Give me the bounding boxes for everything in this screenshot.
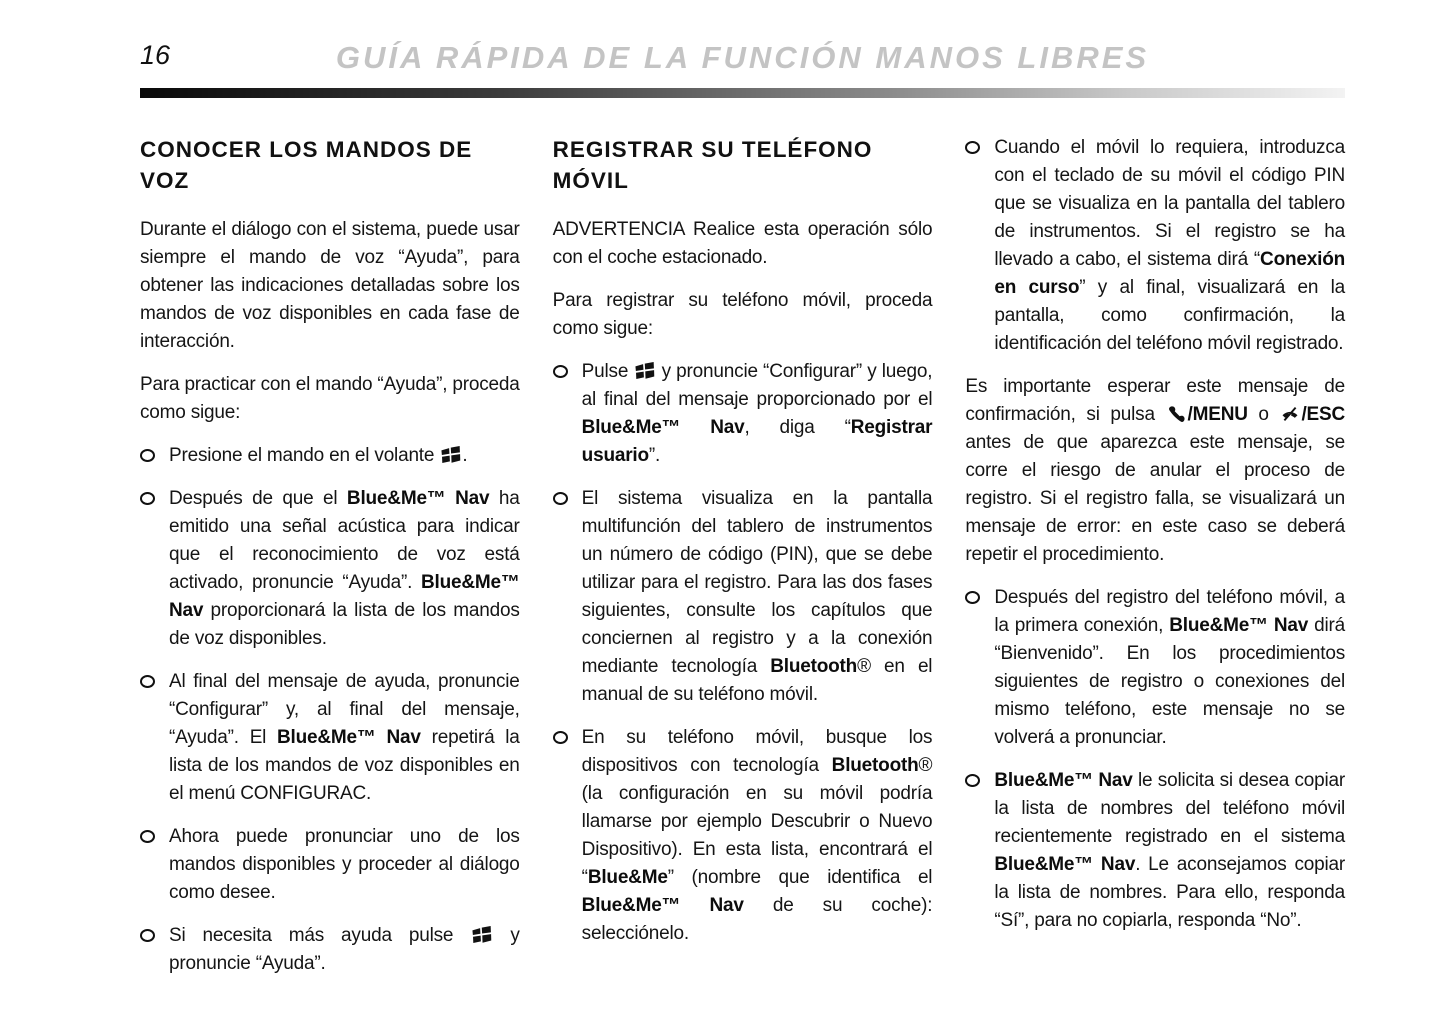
bold-text: /ESC [1301, 404, 1346, 425]
bold-text: Conexión en curso [994, 249, 1346, 298]
bullet-text: Ahora puede pronunciar uno de los mandos disponibles y proceder al diálogo como desee. [169, 826, 520, 903]
circle-bullet-icon [965, 591, 980, 604]
paragraph: Es importante esperar este mensaje de confirmación, si pulsa /MENU o /ESC antes de que aparezca este mensaje, se corre el riesgo de anular el proceso de registro. Si el registro falla, se visualizará un mensaje de error: en este caso se deberá repetir el procedimiento. [965, 376, 1346, 565]
bullet-text: Pulse y pronuncie “Configurar” y luego, al final del mensaje proporcionado por el Blue&Me™ Nav, diga “Registrar usuario”. [581, 361, 933, 466]
page-header [0, 0, 1445, 76]
bold-text: Blue&Me™ Nav [169, 572, 520, 621]
windows-flag-icon [634, 361, 655, 380]
bullet-text: Después del registro del teléfono móvil, a la primera conexión, Blue&Me™ Nav dirá “Bienvenido”. En los procedimientos siguientes de registro o conexiones del mismo teléfono, este mensaje no se volverá a pronunciar. [994, 587, 1346, 748]
bullet-item [553, 724, 933, 948]
bold-text: /MENU [1187, 404, 1248, 425]
paragraph: Para registrar su teléfono móvil, proceda como sigue: [552, 290, 933, 339]
gradient-divider [140, 88, 1345, 98]
circle-bullet-icon [965, 141, 980, 154]
bold-text: Bluetooth [770, 656, 858, 677]
bold-text: Blue&Me™ Nav [346, 488, 490, 509]
circle-bullet-icon [140, 830, 155, 843]
text-column [140, 134, 520, 993]
bold-text: Registrar usuario [581, 417, 933, 466]
content-columns [0, 98, 1445, 993]
text-column [965, 134, 1345, 993]
bullet-item [965, 584, 1345, 752]
text-column [553, 134, 933, 993]
bold-text: Blue&Me™ Nav [994, 770, 1133, 791]
bullet-item [965, 767, 1345, 935]
circle-bullet-icon [553, 492, 568, 505]
bullet-item [965, 134, 1345, 358]
windows-flag-icon [440, 445, 461, 464]
windows-flag-icon [471, 925, 492, 944]
bullet-item [140, 485, 520, 653]
bullet-text: En su teléfono móvil, busque los dispositivos con tecnología Bluetooth® (la configuración en su móvil podría llamarse por ejemplo Descubrir o Nuevo Dispositivo). En esta lista, encontrará el “Blue&Me” (nombre que identifica el Blue&Me™ Nav de su coche): selecciónelo. [581, 727, 933, 944]
bullet-item [553, 485, 933, 709]
page-number: 16 [140, 40, 171, 70]
paragraph: Durante el diálogo con el sistema, puede usar siempre el mando de voz “Ayuda”, para obtener las indicaciones detalladas sobre los mandos de voz disponibles en cada fase de interacción. [140, 219, 520, 352]
bold-text: Blue&Me™ Nav [581, 417, 745, 438]
bold-text: Blue&Me™ Nav [277, 727, 421, 748]
phone-call-icon [1167, 405, 1187, 423]
bullet-text: El sistema visualiza en la pantalla multifunción del tablero de instrumentos un número de código (PIN), que se debe utilizar para el registro. Para las dos fases siguientes, consulte los capítulos que conciernen al registro y a la conexión mediante tecnología Bluetooth® en el manual de su teléfono móvil. [581, 488, 933, 705]
bold-text: Bluetooth [831, 755, 919, 776]
circle-bullet-icon [965, 774, 980, 787]
paragraph: ADVERTENCIA Realice esta operación sólo con el coche estacionado. [552, 219, 933, 268]
circle-bullet-icon [140, 675, 155, 688]
bullet-item [140, 442, 520, 470]
bullet-text: Cuando el móvil lo requiera, introduzca con el teclado de su móvil el código PIN que se visualiza en la pantalla del tablero de instrumentos. Si el registro se ha llevado a cabo, el sistema dirá “Conexión en curso” y al final, visualizará en la pantalla, como confirmación, la identificación del teléfono móvil registrado. [994, 137, 1346, 354]
bullet-text: Después de que el Blue&Me™ Nav ha emitido una señal acústica para indicar que el reconocimiento de voz está activado, pronuncie “Ayuda”. Blue&Me™ Nav proporcionará la lista de los mandos de voz disponibles. [169, 488, 520, 649]
circle-bullet-icon [553, 731, 568, 744]
circle-bullet-icon [140, 492, 155, 505]
bullet-item [553, 358, 933, 470]
page-title: GUÍA RÁPIDA DE LA FUNCIÓN MANOS LIBRES [335, 40, 1150, 75]
bullet-item [140, 922, 520, 978]
bold-text: Blue&Me™ Nav [581, 895, 744, 916]
phone-hangup-icon [1280, 405, 1300, 423]
bullet-text: Si necesita más ayuda pulse y pronuncie “Ayuda”. [169, 925, 520, 974]
bullet-item [140, 823, 520, 907]
bullet-text: Blue&Me™ Nav le solicita si desea copiar la lista de nombres del teléfono móvil recientemente registrado en el sistema Blue&Me™ Nav. Le aconsejamos copiar la lista de nombres. Para ello, responda “Sí”, para no copiarla, responda “No”. [994, 770, 1346, 931]
circle-bullet-icon [553, 365, 568, 378]
bold-text: Blue&Me™ Nav [994, 854, 1136, 875]
bullet-item [140, 668, 520, 808]
circle-bullet-icon [140, 929, 155, 942]
section-heading: REGISTRAR SU TELÉFONO MÓVIL [552, 137, 873, 193]
bullet-text: Al final del mensaje de ayuda, pronuncie “Configurar” y, al final del mensaje, “Ayuda”. El Blue&Me™ Nav repetirá la lista de los mandos de voz disponibles en el menú CONFIGURAC. [169, 671, 520, 804]
circle-bullet-icon [140, 449, 155, 462]
paragraph: Para practicar con el mando “Ayuda”, proceda como sigue: [140, 374, 520, 423]
bullet-text: Presione el mando en el volante . [169, 445, 468, 466]
bold-text: Blue&Me™ Nav [1169, 615, 1309, 636]
section-heading: CONOCER LOS MANDOS DE VOZ [140, 137, 473, 193]
bold-text: Blue&Me [587, 867, 668, 888]
